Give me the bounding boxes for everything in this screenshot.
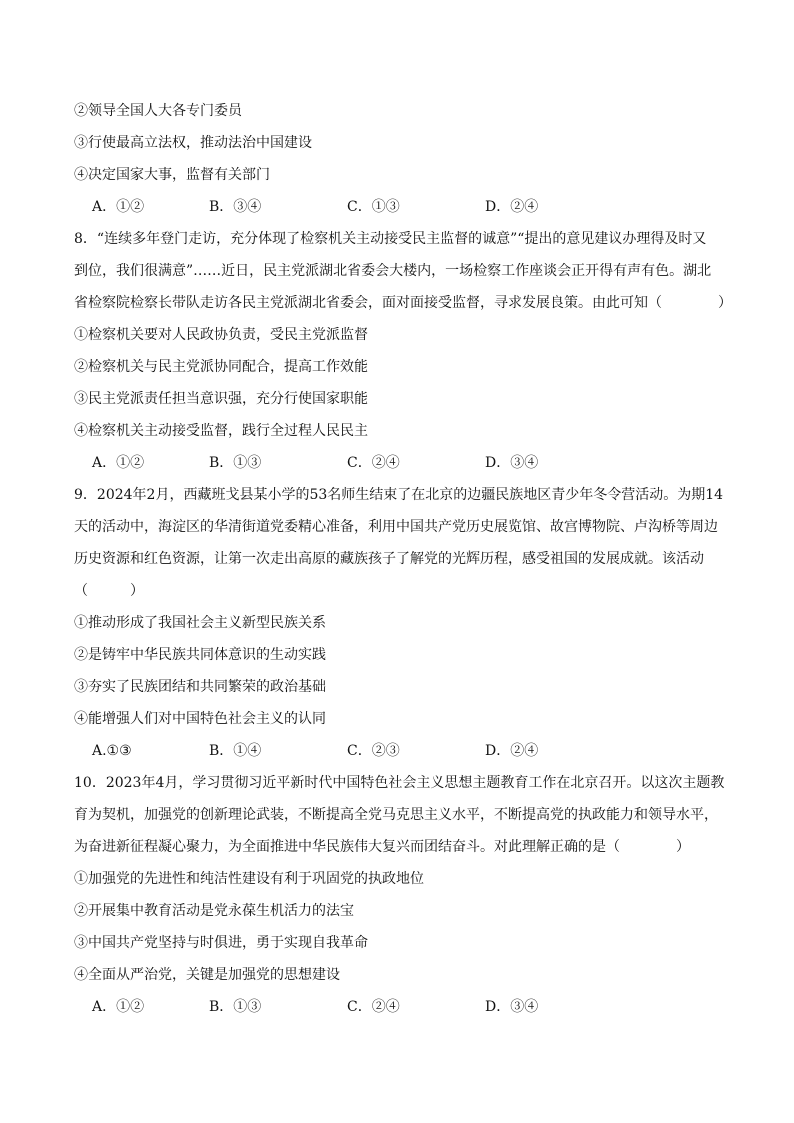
q9-option-b[interactable]: B．①④ <box>209 743 262 759</box>
q10-item-1: ①加强党的先进性和纯洁性建设有利于巩固党的执政地位 <box>74 871 424 887</box>
q8-option-b[interactable]: B．①③ <box>209 455 262 471</box>
q9-option-c[interactable]: C．②③ <box>347 743 400 759</box>
q10-option-d[interactable]: D．③④ <box>485 999 539 1015</box>
q9-stem-line-3: 历史资源和红色资源，让第一次走出高原的藏族孩子了解党的光辉历程，感受祖国的发展成就。该活动 <box>74 551 704 567</box>
q9-option-a[interactable]: A.①③ <box>92 743 132 759</box>
q8-stem-line-1: 8．“连续多年登门走访，充分体现了检察机关主动接受民主监督的诚意”“提出的意见建议办理得及时又 <box>74 231 707 247</box>
q10-stem-line-2: 育为契机，加强党的创新理论武装，不断提高全党马克思主义水平，不断提高党的执政能力和领导水平， <box>74 807 718 823</box>
q9-item-3: ③夯实了民族团结和共同繁荣的政治基础 <box>74 679 326 695</box>
q7-item-4: ④决定国家大事，监督有关部门 <box>74 167 270 183</box>
q7-option-a[interactable]: A．①② <box>92 199 145 215</box>
q10-stem-line-3: 为奋进新征程凝心聚力，为全面推进中华民族伟大复兴而团结奋斗。对此理解正确的是（ ） <box>74 839 690 855</box>
q10-item-2: ②开展集中教育活动是党永葆生机活力的法宝 <box>74 903 354 919</box>
q9-stem-line-1: 9．2024年2月，西藏班戈县某小学的53名师生结束了在北京的边疆民族地区青少年冬令营活动。为期14 <box>74 487 724 503</box>
q9-item-4: ④能增强人们对中国特色社会主义的认同 <box>74 711 326 727</box>
q9-stem-line-2: 天的活动中，海淀区的华清街道党委精心准备，利用中国共产党历史展览馆、故宫博物院、卢沟桥等周边 <box>74 519 718 535</box>
q8-item-2: ②检察机关与民主党派协同配合，提高工作效能 <box>74 359 368 375</box>
q10-option-b[interactable]: B．①③ <box>209 999 262 1015</box>
q8-stem-line-3: 省检察院检察长带队走访各民主党派湖北省委会，面对面接受监督，寻求发展良策。由此可知（ ） <box>74 295 732 311</box>
q8-option-c[interactable]: C．②④ <box>347 455 400 471</box>
q8-item-3: ③民主党派责任担当意识强，充分行使国家职能 <box>74 391 368 407</box>
q7-item-2: ②领导全国人大各专门委员 <box>74 103 242 119</box>
q9-stem-line-4: （ ） <box>74 583 144 599</box>
q8-item-4: ④检察机关主动接受监督，践行全过程人民民主 <box>74 423 368 439</box>
q7-option-c[interactable]: C．①③ <box>347 199 400 215</box>
q8-item-1: ①检察机关要对人民政协负责，受民主党派监督 <box>74 327 368 343</box>
q8-option-a[interactable]: A．①② <box>92 455 145 471</box>
q9-item-2: ②是铸牢中华民族共同体意识的生动实践 <box>74 647 326 663</box>
q8-stem-line-2: 到位，我们很满意”……近日，民主党派湖北省委会大楼内，一场检察工作座谈会正开得有声有色。湖北 <box>74 263 712 279</box>
q10-item-4: ④全面从严治党，关键是加强党的思想建设 <box>74 967 340 983</box>
q8-option-d[interactable]: D．③④ <box>485 455 539 471</box>
q10-item-3: ③中国共产党坚持与时俱进，勇于实现自我革命 <box>74 935 368 951</box>
q7-option-b[interactable]: B．③④ <box>209 199 262 215</box>
q10-option-c[interactable]: C．②④ <box>347 999 400 1015</box>
q7-option-d[interactable]: D．②④ <box>485 199 539 215</box>
q9-option-d[interactable]: D．②④ <box>485 743 539 759</box>
q10-option-a[interactable]: A．①② <box>92 999 145 1015</box>
q7-item-3: ③行使最高立法权，推动法治中国建设 <box>74 135 312 151</box>
q10-stem-line-1: 10．2023年4月，学习贯彻习近平新时代中国特色社会主义思想主题教育工作在北京召开。以这次主题教 <box>74 775 725 791</box>
q9-item-1: ①推动形成了我国社会主义新型民族关系 <box>74 615 326 631</box>
